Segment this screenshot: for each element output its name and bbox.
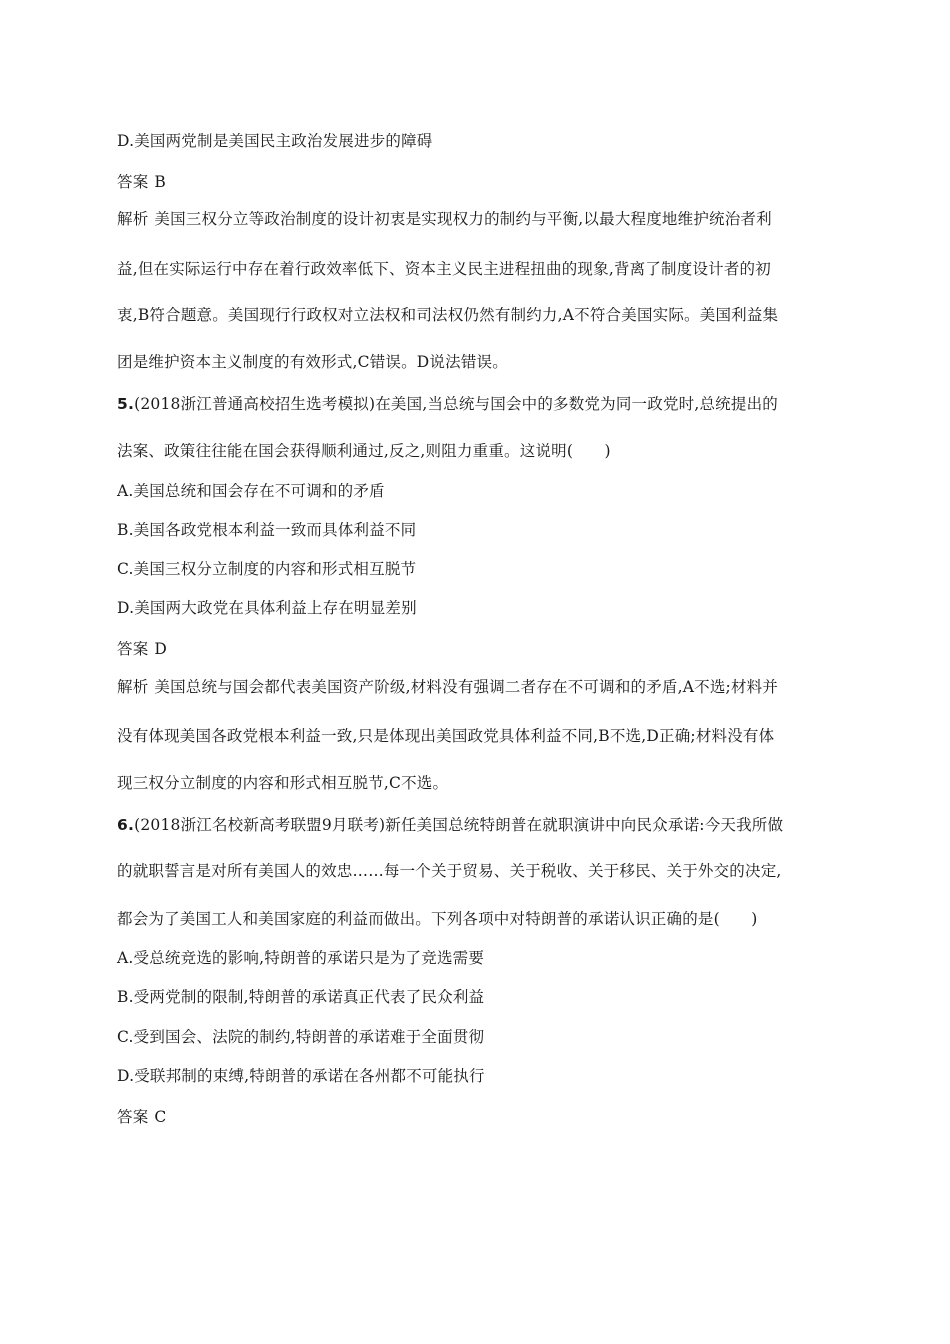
q5-answer xyxy=(117,639,167,659)
stem-text: (2018浙江名校新高考联盟9月联考)新任美国总统特朗普在就职演讲中向民众承诺:今天我所做 xyxy=(134,816,784,834)
q6-stem-line-3: 都会为了美国工人和美国家庭的利益而做出。下列各项中对特朗普的承诺认识正确的是( ) xyxy=(117,910,758,928)
q5-analysis-line-3: 现三权分立制度的内容和形式相互脱节,C不选。 xyxy=(117,774,449,792)
q4-analysis-line-4: 团是维护资本主义制度的有效形式,C错误。D说法错误。 xyxy=(117,353,508,371)
q5-option-a: A.美国总统和国会存在不可调和的矛盾 xyxy=(117,482,385,500)
q5-analysis-line-2: 没有体现美国各政党根本利益一致,只是体现出美国政党具体利益不同,B不选,D正确;材料没有体 xyxy=(117,727,775,745)
q6-stem-line-2: 的就职誓言是对所有美国人的效忠……每一个关于贸易、关于税收、关于移民、关于外交的决定, xyxy=(117,862,782,880)
q5-stem-line-1 xyxy=(117,394,778,414)
q6-option-c: C.受到国会、法院的制约,特朗普的承诺难于全面贯彻 xyxy=(117,1028,485,1046)
analysis-text: 美国总统与国会都代表美国资产阶级,材料没有强调二者存在不可调和的矛盾,A不选;材料并 xyxy=(154,678,779,696)
answer-label: 答案 xyxy=(117,640,149,658)
q5-analysis-line-1 xyxy=(117,677,778,697)
answer-value: B xyxy=(154,173,166,191)
question-number: 6. xyxy=(117,816,135,834)
q5-option-c: C.美国三权分立制度的内容和形式相互脱节 xyxy=(117,560,417,578)
answer-value: C xyxy=(154,1108,167,1126)
q5-option-b: B.美国各政党根本利益一致而具体利益不同 xyxy=(117,521,417,539)
answer-label: 答案 xyxy=(117,173,149,191)
stem-text: (2018浙江普通高校招生选考模拟)在美国,当总统与国会中的多数党为同一政党时,总统提出的 xyxy=(134,395,778,413)
q6-option-b: B.受两党制的限制,特朗普的承诺真正代表了民众利益 xyxy=(117,988,485,1006)
q4-analysis-line-1 xyxy=(117,209,772,229)
q4-analysis-line-3: 衷,B符合题意。美国现行行政权对立法权和司法权仍然有制约力,A不符合美国实际。美国利益集 xyxy=(117,306,779,324)
question-number: 5. xyxy=(117,395,135,413)
q6-option-d: D.受联邦制的束缚,特朗普的承诺在各州都不可能执行 xyxy=(117,1067,485,1085)
q4-option-d: D.美国两党制是美国民主政治发展进步的障碍 xyxy=(117,132,433,150)
q5-stem-line-2: 法案、政策往往能在国会获得顺利通过,反之,则阻力重重。这说明( ) xyxy=(117,442,611,460)
q6-answer xyxy=(117,1107,166,1127)
q5-option-d: D.美国两大政党在具体利益上存在明显差别 xyxy=(117,599,417,617)
analysis-label: 解析 xyxy=(117,210,149,228)
q4-analysis-line-2: 益,但在实际运行中存在着行政效率低下、资本主义民主进程扭曲的现象,背离了制度设计者的初 xyxy=(117,260,771,278)
q4-answer xyxy=(117,172,166,192)
document-page xyxy=(117,0,837,1344)
q6-stem-line-1 xyxy=(117,815,783,835)
answer-label: 答案 xyxy=(117,1108,149,1126)
answer-value: D xyxy=(154,640,168,658)
analysis-text: 美国三权分立等政治制度的设计初衷是实现权力的制约与平衡,以最大程度地维护统治者利 xyxy=(154,210,772,228)
q6-option-a: A.受总统竞选的影响,特朗普的承诺只是为了竞选需要 xyxy=(117,949,485,967)
analysis-label: 解析 xyxy=(117,678,149,696)
